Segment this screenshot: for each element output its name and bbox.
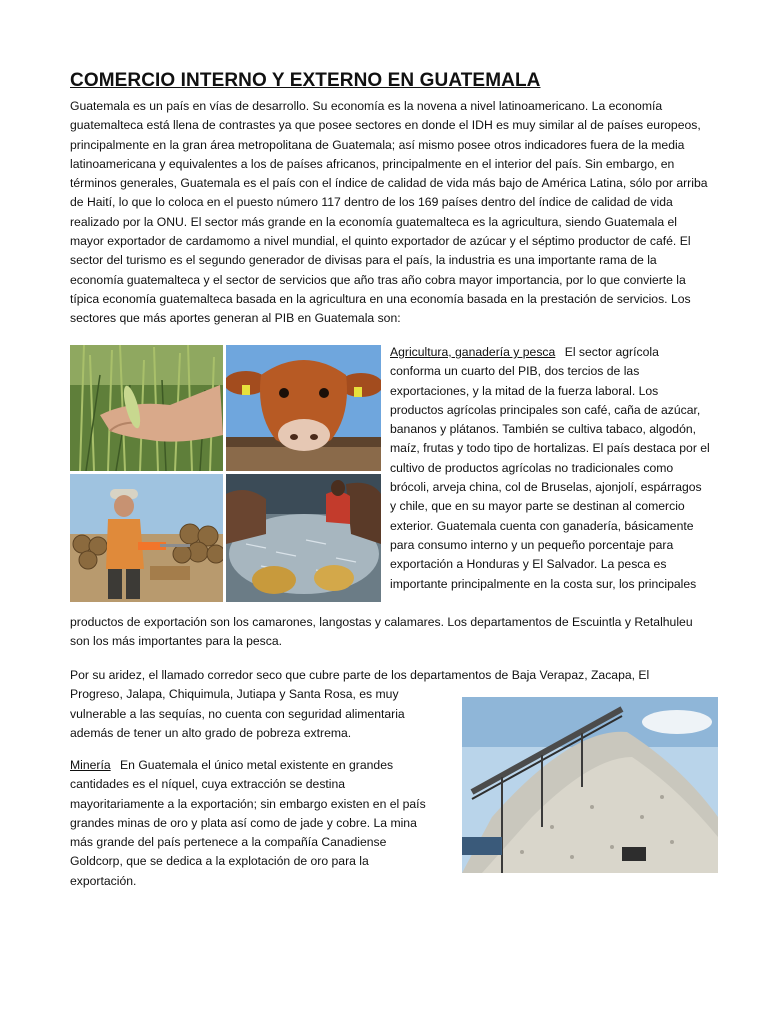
- fishing-photo: [226, 474, 381, 602]
- dry-corridor-paragraph: Por su aridez, el llamado corredor seco que cubre parte de los departamentos de Baja Verapaz, Zacapa, El Progreso, Jalapa, Chiquimula, Jutiapa y Santa Rosa, es muy: [70, 668, 650, 702]
- page-title: COMERCIO INTERNO Y EXTERNO EN GUATEMALA: [70, 70, 541, 91]
- mining-paragraph: [70, 756, 430, 891]
- agriculture-paragraph: [390, 343, 710, 594]
- mining-body: En Guatemala el único metal existente en grandes cantidades es el níquel, cuya extracción se destina mayoritariamente a la exportación; sin embargo existen en el país grandes minas de oro y plata así como de jade y cobre. La mina más grande del país pertenece a la compañía Canadiense Goldcorp, que se dedica a la explotación de oro para la exportación.: [70, 758, 426, 888]
- agriculture-body: El sector agrícola conforma un cuarto del PIB, dos tercios de las exportaciones, y la mitad de la fuerza laboral. Los productos agrícolas principales son café, caña de azúcar, bananos y plátanos. También se cultiva tabaco, algodón, maíz, frutas y todo tipo de hortalizas. El país destaca por el cultivo de productos agrícolas no tradicionales como brócoli, arveja china, col de Bruselas, ajonjolí, espárragos y chile, que en su mayor parte se destinan al comercio exterior. Guatemala cuenta con ganadería, básicamente para consumo interno y un pequeño porcentaje para exportación a Honduras y El Salvador. La pesca es importante principalmente en la costa sur, los principales: [390, 345, 710, 591]
- wheat-field-photo: [70, 345, 223, 471]
- mine-photo: [462, 697, 718, 873]
- dry-corridor-continuation: vulnerable a las sequías, no cuenta con seguridad alimentaria además de tener un alto grado de pobreza extrema.: [70, 707, 405, 741]
- woodcutter-photo: [70, 474, 223, 602]
- agriculture-heading: Agricultura, ganadería y pesca: [390, 345, 556, 359]
- mining-heading: Minería: [70, 758, 111, 772]
- intro-paragraph: Guatemala es un país en vías de desarrollo. Su economía es la novena a nivel latinoamericano. La economía guatemalteca está llena de contrastes ya que posee sectores en donde el IDH es muy similar al de países europeos, principalmente en la gran área metropolitana de Guatemala; así mismo posee otros indicadores fuera de la media latinoamericana y equivalentes a los de países africanos, principalmente en el interior del país. Sin embargo, en términos generales, Guatemala es el país con el índice de calidad de vida más bajo de América Latina, sólo por arriba de Haití, lo que lo coloca en el puesto número 117 dentro de los 169 países dentro del índice de calidad de vida realizado por la ONU. El sector más grande en la economía guatemalteca es la agricultura, siendo Guatemala el mayor exportador de cardamomo a nivel mundial, el quinto exportador de azúcar y el séptimo productor de café. El sector del turismo es el segundo generador de divisas para el país, la industria es una importante rama de la economía guatemalteca y el sector de servicios que año tras año cobra mayor importancia, por lo que convierte la típica economía guatemalteca basada en la agricultura en una economía basada en la prestación de servicios. Los sectores que más aportes generan al PIB en Guatemala son:: [70, 99, 708, 326]
- agriculture-continuation: productos de exportación son los camarones, langostas y calamares. Los departamentos de Escuintla y Retalhuleu son los más importantes para la pesca.: [70, 615, 693, 649]
- calf-photo: [226, 345, 381, 471]
